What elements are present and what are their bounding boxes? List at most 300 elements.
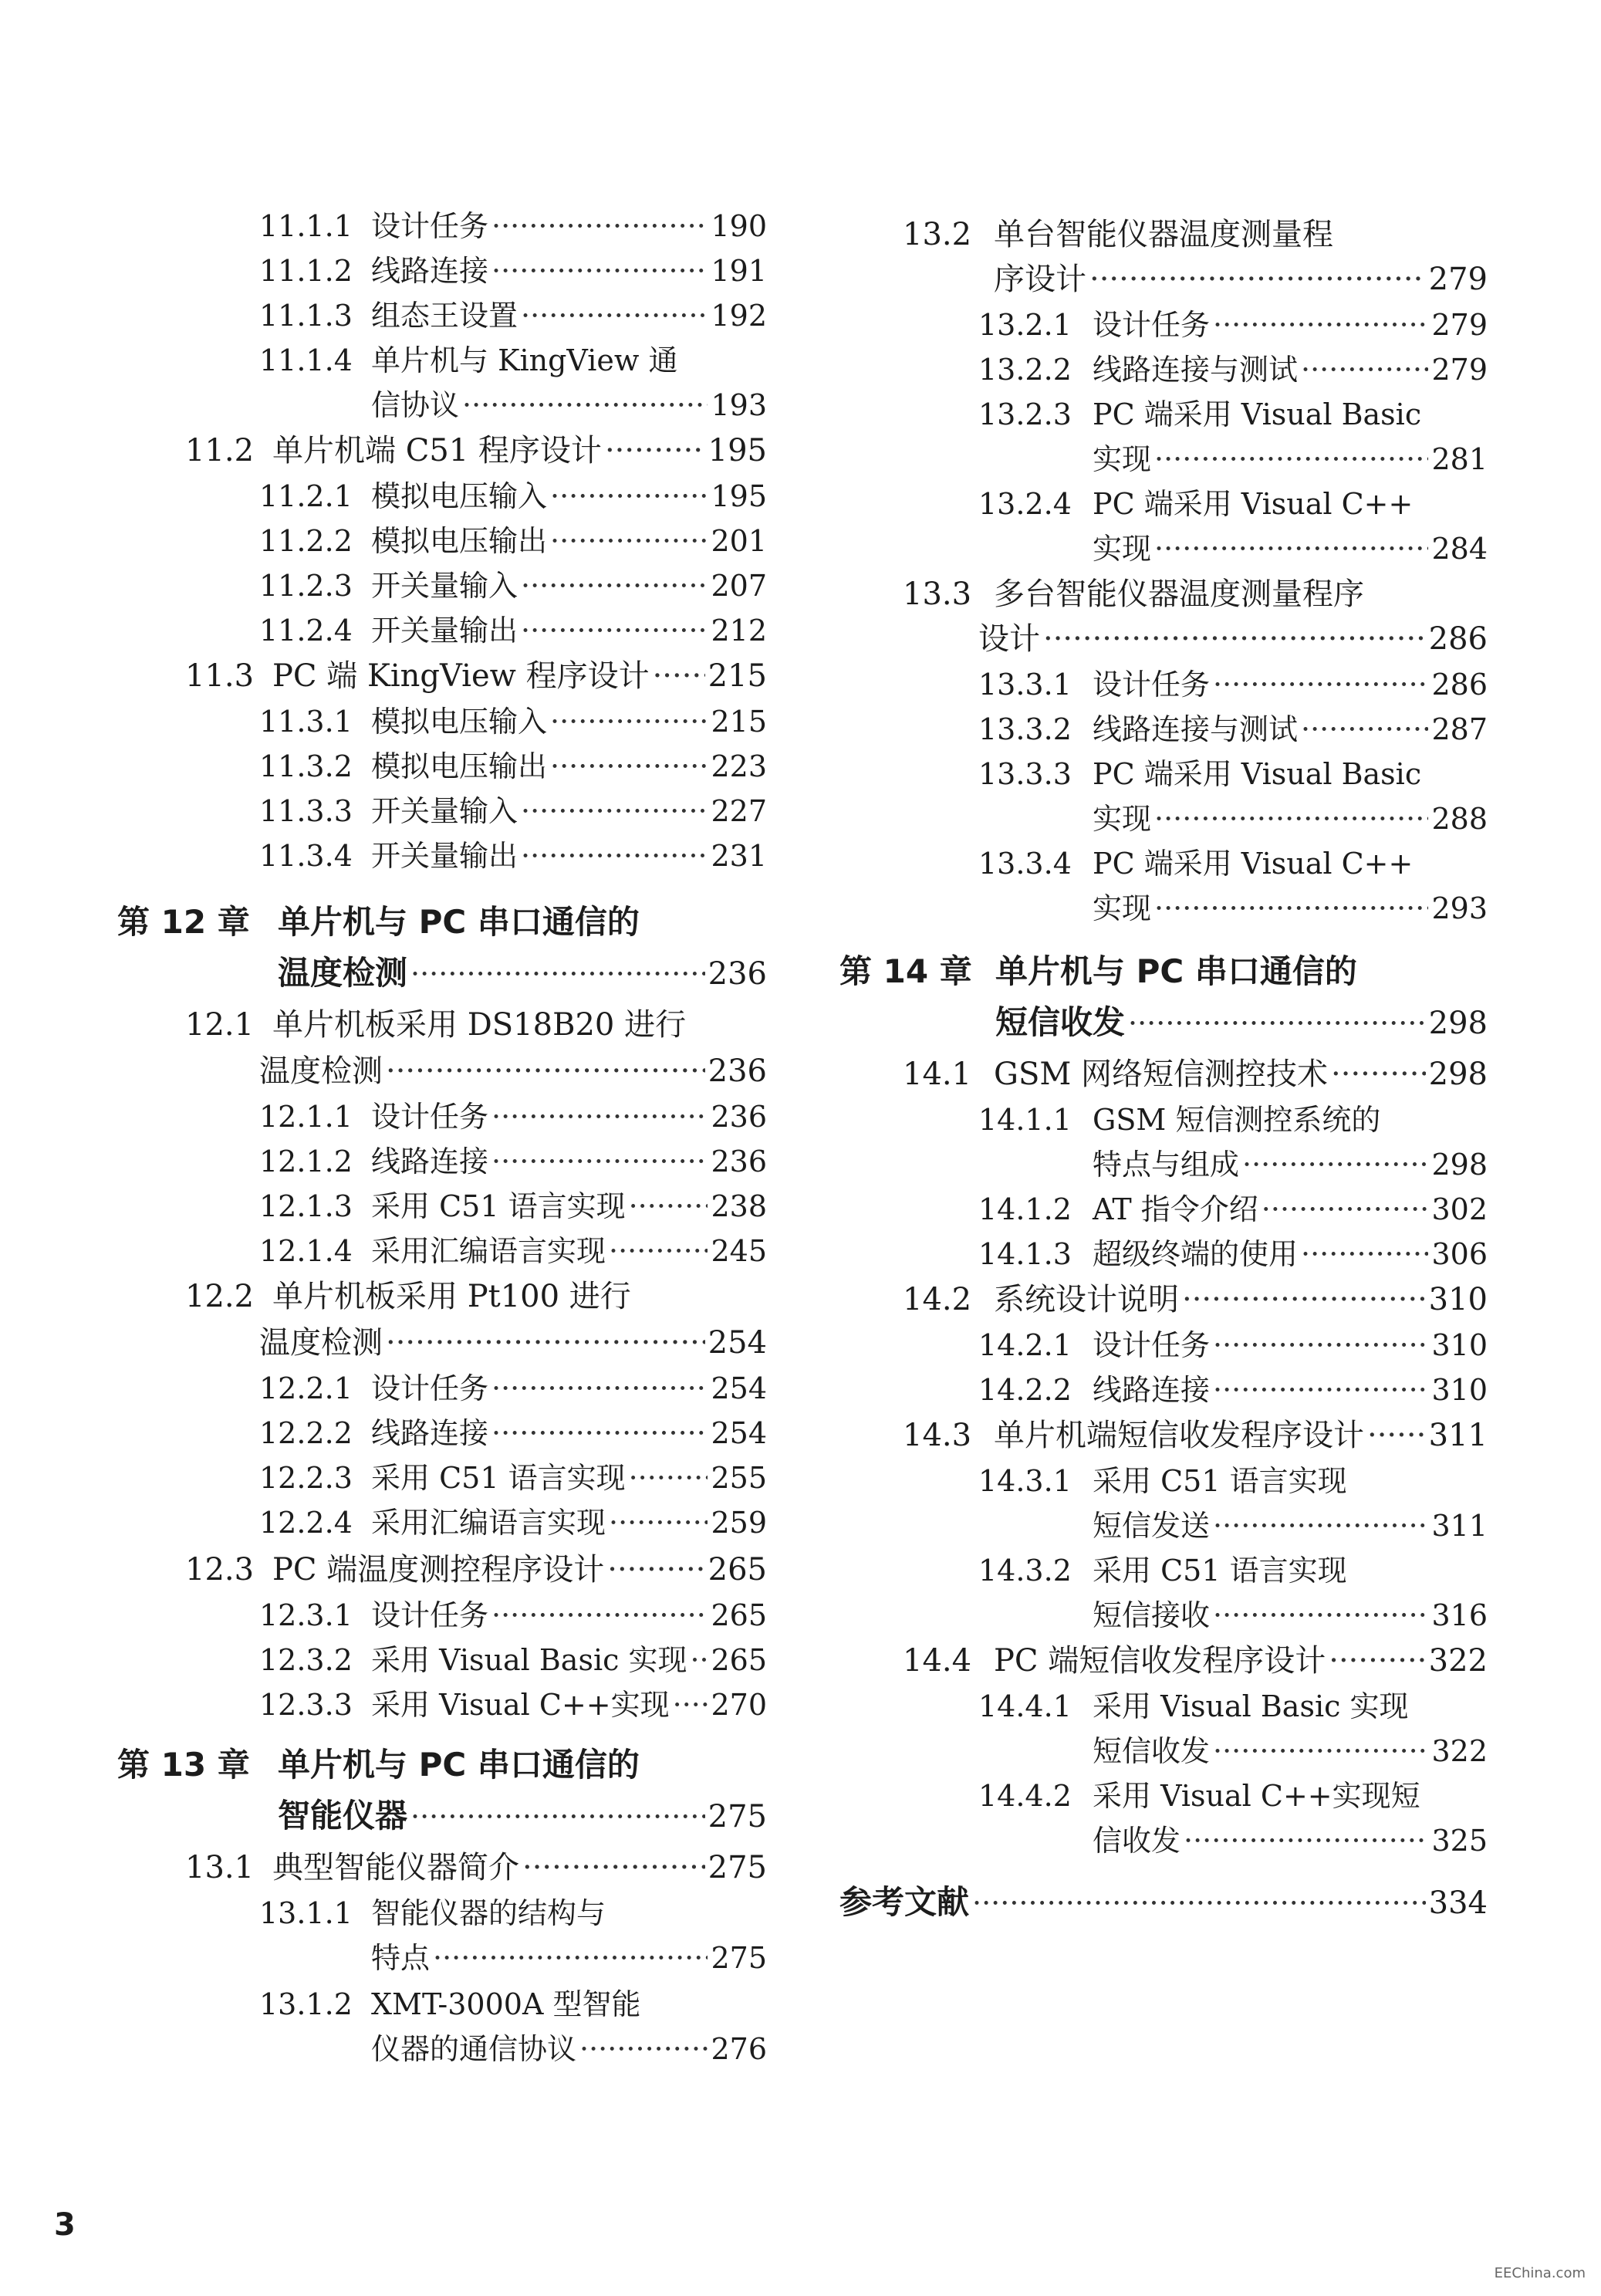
toc-section[interactable] [903,1050,1488,1094]
toc-entry-number: 12.2 [185,1279,255,1314]
toc-entry-title: 智能仪器的结构与 [371,1896,606,1930]
toc-entry[interactable] [259,472,767,515]
toc-entry-title: PC 端采用 Visual C++ [1093,487,1414,521]
toc-entry-page: 310 [1428,1282,1488,1317]
toc-entry[interactable] [259,517,767,560]
leader-dots [1154,442,1428,476]
toc-entry-number: 12.1.4 [259,1234,353,1268]
leader-dots [1242,1148,1428,1182]
toc-entry-number: 14.4.2 [978,1779,1072,1813]
toc-entry-page: 288 [1431,802,1488,836]
leader-dots [579,2032,708,2066]
toc-chapter-entry[interactable] [278,1790,767,1837]
toc-entry-page: 279 [1431,353,1488,387]
leader-dots [673,1688,708,1722]
toc-entry-page: 195 [711,479,767,513]
toc-entry-number: 11.2 [185,433,255,468]
toc-entry-number: 11.1.4 [259,343,353,377]
toc-entry-title: 线路连接 [371,1416,489,1450]
leader-dots [690,1643,708,1677]
toc-entry-title: PC 端 KingView 程序设计 [272,658,650,694]
leader-dots [491,209,708,243]
chapter-title-continued: 短信收发 [995,1003,1126,1041]
toc-entry[interactable] [978,1366,1488,1408]
toc-entry-page: 302 [1431,1192,1488,1226]
toc-entry-title: 单片机与 KingView 通 [371,343,678,377]
leader-dots [521,614,708,648]
toc-section[interactable] [994,255,1488,299]
toc-entry-title: 设计任务 [1093,668,1211,702]
toc-entry[interactable] [978,661,1488,703]
toc-section[interactable] [259,1318,767,1362]
toc-entry-title-continued: 仪器的通信协议 [371,2032,577,2066]
watermark: EEChina.com [1494,2265,1586,2281]
toc-entry[interactable] [1093,1817,1488,1859]
toc-entry-page: 284 [1431,532,1488,566]
toc-entry[interactable] [978,1230,1488,1273]
toc-entry[interactable] [371,2025,767,2068]
toc-entry-title: 采用 Visual C++实现 [371,1688,670,1722]
toc-entry-number: 14.1.2 [978,1192,1072,1226]
toc-entry-title: 设计任务 [371,1100,489,1134]
leader-dots [1301,712,1428,746]
leader-dots [609,1506,708,1540]
toc-entry-page: 279 [1431,308,1488,342]
toc-entry[interactable] [978,301,1488,343]
toc-entry[interactable] [259,562,767,604]
toc-entry-page: 191 [711,254,767,288]
toc-entry-first-line[interactable] [259,1889,606,1932]
toc-entry-title: 线路连接 [371,1145,489,1178]
toc-entry-page: 190 [711,209,767,243]
toc-entry-title: 单片机端短信收发程序设计 [994,1418,1364,1453]
toc-entry-page: 310 [1431,1373,1488,1407]
leader-dots [410,957,705,991]
toc-entry-title: 系统设计说明 [994,1282,1179,1317]
toc-entry-number: 11.3.3 [259,794,353,828]
toc-chapter-entry[interactable] [278,948,767,994]
toc-entry-title: PC 端采用 Visual C++ [1093,847,1414,881]
toc-entry-title: PC 端采用 Visual Basic [1093,397,1422,431]
toc-entry[interactable] [978,1321,1488,1364]
toc-entry-page: 322 [1431,1734,1488,1768]
toc-entry-first-line[interactable] [978,1682,1408,1725]
toc-entry-page: 236 [708,956,767,992]
toc-entry-title: GSM 网络短信测控技术 [994,1057,1329,1092]
toc-entry-number: 11.2.4 [259,614,353,648]
toc-entry-title: 模拟电压输入 [371,705,548,739]
toc-entry-first-line[interactable] [259,336,677,379]
toc-entry-title-continued: 短信发送 [1093,1509,1211,1543]
leader-dots [521,794,708,828]
toc-entry-title: 线路连接与测试 [1093,712,1299,746]
toc-entry-number: 13.1 [185,1850,255,1885]
toc-entry-page: 322 [1428,1643,1488,1679]
toc-entry-page: 298 [1428,1057,1488,1092]
toc-entry-number: 11.1.1 [259,209,353,243]
toc-entry-title: 开关量输入 [371,569,518,603]
toc-entry-number: 13.2.4 [978,487,1072,521]
page-number: 3 [54,2207,76,2243]
leader-dots [1089,262,1426,297]
toc-entry-title: 模拟电压输出 [371,749,548,783]
leader-dots [491,1598,708,1632]
leader-dots [1182,1282,1426,1317]
toc-entry-title-continued: 实现 [1093,442,1152,476]
leader-dots [653,658,705,694]
toc-entry-first-line[interactable] [978,480,1413,522]
toc-entry[interactable] [1093,1502,1488,1544]
toc-entry[interactable] [1093,1727,1488,1770]
toc-entry-first-line[interactable] [978,1457,1347,1500]
toc-entry-title-continued: 实现 [1093,891,1152,925]
toc-entry-number: 12.2.1 [259,1371,353,1405]
toc-entry[interactable] [978,1185,1488,1228]
toc-section-first-line[interactable] [903,570,1364,614]
leader-dots [1154,532,1428,566]
leader-dots [491,1100,708,1134]
toc-entry-title: 组态王设置 [371,299,518,333]
toc-entry-title-continued: 特点 [371,1941,431,1975]
toc-entry[interactable] [259,292,767,334]
leader-dots [1262,1192,1429,1226]
toc-entry[interactable] [371,381,767,424]
toc-entry-page: 192 [711,299,767,333]
leader-dots [1213,1509,1428,1543]
toc-entry[interactable] [1093,884,1488,927]
toc-entry-number: 14.2.1 [978,1328,1072,1362]
toc-entry-title-continued: 实现 [1093,802,1152,836]
toc-entry-page: 215 [711,705,767,739]
toc-entry-number: 12.1 [185,1007,255,1043]
toc-entry-page: 310 [1431,1328,1488,1362]
leader-dots [1154,802,1428,836]
toc-entry-title: 线路连接 [371,254,489,288]
toc-entry-page: 245 [711,1234,767,1268]
toc-entry-title: 设计任务 [371,209,489,243]
toc-entry-title-continued: 序设计 [994,262,1086,297]
toc-entry-page: 298 [1428,1006,1488,1041]
toc-entry-number: 12.3.1 [259,1598,353,1632]
toc-entry-number: 11.3 [185,658,255,694]
toc-entry-page: 325 [1431,1824,1488,1858]
toc-entry-page: 279 [1428,262,1488,297]
toc-entry-first-line[interactable] [978,750,1421,793]
toc-entry[interactable] [259,1409,767,1452]
toc-entry-page: 254 [708,1325,767,1361]
toc-entry-number: 14.1 [903,1057,972,1092]
toc-entry-page: 236 [711,1145,767,1178]
toc-entry-number: 14.3.2 [978,1554,1072,1588]
toc-references-entry[interactable] [839,1877,1488,1923]
leader-dots [550,749,708,783]
toc-entry-page: 311 [1428,1418,1488,1453]
toc-entry-number: 13.1.2 [259,1987,353,2021]
toc-entry-first-line[interactable] [259,1980,640,2023]
leader-dots [1043,621,1426,657]
toc-entry-title: 线路连接与测试 [1093,353,1299,387]
toc-entry[interactable] [259,1093,767,1135]
toc-entry-page: 259 [711,1506,767,1540]
toc-entry-title: 开关量输出 [371,839,518,873]
leader-dots [1154,891,1428,925]
toc-entry-number: 12.3.3 [259,1688,353,1722]
toc-entry-number: 12.2.2 [259,1416,353,1450]
toc-entry-title: 超级终端的使用 [1093,1237,1299,1271]
leader-dots [1128,1006,1426,1040]
toc-entry-first-line[interactable] [978,391,1421,433]
chapter-number: 第 13 章 [117,1746,250,1784]
toc-section[interactable] [903,1411,1488,1455]
toc-entry-title: 开关量输出 [371,614,518,648]
toc-entry-title: 模拟电压输入 [371,479,548,513]
toc-entry-page: 238 [711,1189,767,1223]
toc-entry-number: 12.2.3 [259,1461,353,1495]
toc-entry-page: 298 [1431,1148,1488,1182]
toc-chapter-entry[interactable] [995,997,1488,1043]
toc-entry[interactable] [1093,1591,1488,1634]
toc-entry-title: 设计任务 [371,1598,489,1632]
toc-entry[interactable] [259,1227,767,1270]
toc-entry-page: 254 [711,1416,767,1450]
leader-dots [491,1371,708,1405]
toc-entry-first-line[interactable] [978,1096,1380,1138]
toc-entry-first-line[interactable] [978,1547,1347,1589]
toc-section-first-line[interactable] [903,210,1333,254]
leader-dots [522,1850,705,1885]
toc-chapter-heading[interactable] [839,946,1357,992]
toc-entry-number: 13.1.1 [259,1896,353,1930]
toc-entry-page: 275 [711,1941,767,1975]
toc-entry-number: 14.3.1 [978,1464,1072,1498]
toc-entry-number: 12.3 [185,1552,255,1588]
toc-chapter-heading[interactable] [117,897,640,943]
toc-entry-number: 13.3.4 [978,847,1072,881]
toc-entry-first-line[interactable] [978,840,1413,882]
toc-entry-title: XMT-3000A 型智能 [371,1987,641,2021]
toc-entry-page: 207 [711,569,767,603]
toc-entry-title-continued: 短信接收 [1093,1598,1211,1632]
toc-section-first-line[interactable] [185,1272,631,1316]
toc-entry-page: 276 [711,2032,767,2066]
chapter-title: 单片机与 PC 串口通信的 [278,1746,640,1784]
toc-entry-number: 14.2.2 [978,1373,1072,1407]
toc-entry[interactable] [259,1499,767,1541]
toc-entry[interactable] [259,1636,767,1679]
toc-entry-page: 236 [711,1100,767,1134]
leader-dots [1213,668,1428,702]
leader-dots [1367,1418,1426,1453]
toc-entry-number: 12.2.4 [259,1506,353,1540]
toc-entry-title: 设计任务 [1093,308,1211,342]
toc-entry-page: 275 [708,1799,767,1834]
toc-entry[interactable] [259,1591,767,1634]
toc-entry-number: 12.1.1 [259,1100,353,1134]
toc-entry-page: 286 [1428,621,1488,657]
toc-entry-number: 12.3.2 [259,1643,353,1677]
toc-entry-title: 单片机板采用 Pt100 进行 [272,1279,631,1314]
references-title: 参考文献 [839,1883,970,1921]
leader-dots [386,1325,705,1361]
toc-entry-page: 311 [1431,1509,1488,1543]
toc-entry-number: 13.3 [903,577,972,612]
toc-entry-title: 采用 Visual Basic 实现 [1093,1689,1409,1723]
toc-section[interactable] [185,426,767,470]
toc-entry-page: 265 [711,1643,767,1677]
toc-entry-page: 270 [711,1688,767,1722]
toc-entry-title: PC 端短信收发程序设计 [994,1643,1326,1679]
leader-dots [462,388,708,422]
toc-entry[interactable] [259,202,767,245]
leader-dots [550,479,708,513]
toc-entry[interactable] [259,832,767,874]
toc-entry[interactable] [259,742,767,785]
leader-dots [521,839,708,873]
toc-entry[interactable] [259,607,767,649]
toc-entry[interactable] [259,1454,767,1496]
leader-dots [1301,353,1428,387]
toc-entry-page: 215 [708,658,767,694]
toc-section[interactable] [185,1545,767,1589]
toc-entry-title-continued: 信收发 [1093,1824,1181,1858]
leader-dots [629,1189,708,1223]
toc-entry-number: 13.3.2 [978,712,1072,746]
toc-entry-title: 模拟电压输出 [371,524,548,558]
toc-entry-title: 采用 C51 语言实现 [1093,1554,1347,1588]
leader-dots [972,1886,1426,1920]
toc-entry-page: 227 [711,794,767,828]
toc-entry-page: 223 [711,749,767,783]
toc-entry-title: 单片机端 C51 程序设计 [272,433,602,468]
toc-entry-title-continued: 特点与组成 [1093,1148,1240,1182]
toc-entry-title: 线路连接 [1093,1373,1211,1407]
toc-chapter-heading[interactable] [117,1740,640,1786]
leader-dots [1213,1734,1428,1768]
toc-entry[interactable] [259,1681,767,1723]
toc-entry[interactable] [259,787,767,830]
toc-entry-page: 236 [708,1053,767,1089]
toc-entry-page: 275 [708,1850,767,1885]
toc-entry-title: 多台智能仪器温度测量程序 [994,577,1364,612]
toc-section[interactable] [978,614,1488,658]
toc-entry-first-line[interactable] [978,1772,1420,1814]
toc-entry-number: 13.3.1 [978,668,1072,702]
toc-entry[interactable] [978,705,1488,748]
toc-entry[interactable] [259,1364,767,1407]
toc-entry-title: 单台智能仪器温度测量程 [994,217,1333,252]
toc-entry[interactable] [1093,525,1488,567]
leader-dots [550,705,708,739]
toc-entry[interactable] [1093,435,1488,478]
toc-entry-number: 13.2.1 [978,308,1072,342]
toc-entry-page: 334 [1428,1885,1488,1921]
toc-entry-number: 12.1.3 [259,1189,353,1223]
toc-entry[interactable] [1093,795,1488,837]
toc-section-first-line[interactable] [185,1000,686,1044]
toc-entry-title-continued: 短信收发 [1093,1734,1211,1768]
toc-entry-title: 典型智能仪器简介 [272,1850,519,1885]
toc-entry-title-continued: 设计 [978,621,1040,657]
toc-entry-number: 11.2.3 [259,569,353,603]
leader-dots [433,1941,708,1975]
toc-entry-title: 采用汇编语言实现 [371,1234,606,1268]
toc-entry[interactable] [978,346,1488,388]
toc-entry-page: 255 [711,1461,767,1495]
leader-dots [491,254,708,288]
leader-dots [1213,308,1428,342]
leader-dots [1331,1057,1426,1092]
toc-entry-number: 12.1.2 [259,1145,353,1178]
toc-entry-page: 254 [711,1371,767,1405]
toc-section[interactable] [185,651,767,695]
toc-entry-title: 采用 C51 语言实现 [371,1461,626,1495]
chapter-number: 第 12 章 [117,903,250,941]
leader-dots [521,569,708,603]
toc-entry-page: 212 [711,614,767,648]
toc-section[interactable] [903,1275,1488,1319]
toc-entry-title: 采用 C51 语言实现 [1093,1464,1347,1498]
toc-entry-number: 13.2 [903,217,972,252]
leader-dots [609,1234,708,1268]
toc-entry-title: 设计任务 [1093,1328,1211,1362]
leader-dots [491,1145,708,1178]
chapter-title: 单片机与 PC 串口通信的 [995,952,1357,990]
toc-entry[interactable] [259,1138,767,1180]
toc-entry-number: 14.4.1 [978,1689,1072,1723]
chapter-title-continued: 温度检测 [278,954,408,992]
toc-section[interactable] [259,1047,767,1091]
toc-section[interactable] [903,1636,1488,1680]
leader-dots [607,1552,704,1588]
toc-entry-page: 231 [711,839,767,873]
leader-dots [1329,1643,1425,1679]
toc-entry-page: 265 [708,1552,767,1588]
toc-entry-page: 201 [711,524,767,558]
toc-entry-number: 14.1.1 [978,1103,1072,1137]
toc-entry[interactable] [371,1934,767,1976]
toc-section[interactable] [185,1843,767,1887]
toc-entry-title: 设计任务 [371,1371,489,1405]
leader-dots [629,1461,708,1495]
leader-dots [386,1053,705,1089]
toc-entry-title-continued: 信协议 [371,388,460,422]
toc-entry[interactable] [259,247,767,289]
toc-entry-number: 13.3.3 [978,757,1072,791]
leader-dots [605,433,705,468]
toc-entry-title-continued: 实现 [1093,532,1152,566]
toc-entry-page: 287 [1431,712,1488,746]
toc-entry-title: 采用 Visual Basic 实现 [371,1643,687,1677]
toc-entry-page: 195 [708,433,767,468]
toc-entry-title: 开关量输入 [371,794,518,828]
toc-entry-page: 306 [1431,1237,1488,1271]
toc-entry-number: 14.4 [903,1643,972,1679]
chapter-title-continued: 智能仪器 [278,1797,408,1834]
toc-entry-title-continued: 温度检测 [259,1053,383,1089]
toc-entry-title: 采用 C51 语言实现 [371,1189,626,1223]
chapter-number: 第 14 章 [839,952,972,990]
leader-dots [1301,1237,1428,1271]
leader-dots [521,299,708,333]
toc-entry[interactable] [259,1182,767,1225]
toc-entry-page: 193 [711,388,767,422]
leader-dots [410,1800,705,1834]
toc-entry-number: 11.3.4 [259,839,353,873]
toc-entry-page: 293 [1431,891,1488,925]
toc-entry[interactable] [259,698,767,740]
toc-entry[interactable] [1093,1141,1488,1183]
toc-entry-title: 采用汇编语言实现 [371,1506,606,1540]
